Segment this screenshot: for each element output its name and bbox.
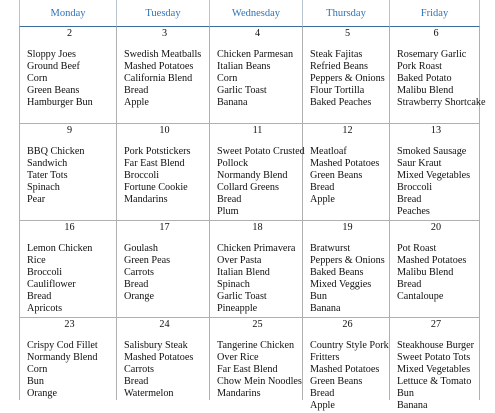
menu-item: Lemon Chicken [27, 243, 93, 254]
menu-item: Rice [27, 255, 46, 267]
menu-list [27, 243, 112, 316]
menu-item: Peppers & Onions [310, 73, 385, 85]
header-tuesday: Tuesday [117, 0, 210, 27]
date-number: 5 [344, 28, 351, 39]
menu-item: Bread [124, 376, 149, 388]
date-number: 26 [342, 319, 353, 330]
menu-item: Saur Kraut [397, 158, 442, 170]
menu-item: Sloppy Joes [27, 49, 76, 60]
menu-list [310, 49, 385, 109]
menu-item: Malibu Blend [397, 267, 454, 279]
menu-list [124, 243, 205, 303]
menu-item: Pot Roast [397, 243, 437, 254]
menu-item: Pineapple [217, 303, 258, 315]
menu-list [217, 49, 298, 109]
date-number: 4 [254, 28, 261, 39]
menu-item: Fortune Cookie [124, 182, 188, 194]
menu-item: Mandarins [217, 388, 261, 400]
date-number: 3 [161, 28, 168, 39]
menu-item: Apple [124, 97, 149, 109]
menu-item: Mixed Veggies [310, 279, 372, 291]
day-cell [117, 27, 210, 124]
menu-item: Baked Beans [310, 267, 364, 279]
menu-item: Bread [310, 182, 335, 194]
menu-item: Sweet Potato Tots [397, 352, 471, 364]
day-cell [303, 27, 390, 124]
menu-item: Tangerine Chicken [217, 340, 295, 351]
menu-item: Apple [310, 194, 335, 206]
menu-list [124, 146, 205, 206]
menu-list [27, 146, 112, 206]
day-cell [19, 27, 117, 124]
header-thursday: Thursday [303, 0, 390, 27]
menu-item: Broccoli [124, 170, 160, 182]
menu-item: Baked Peaches [310, 97, 372, 109]
menu-item: Bread [397, 194, 422, 206]
date-number: 13 [430, 125, 442, 136]
date-number: 20 [430, 222, 442, 233]
page-margin-left [0, 0, 19, 400]
day-cell [390, 318, 480, 412]
menu-item: Broccoli [397, 182, 433, 194]
menu-item: Flour Tortilla [310, 85, 365, 97]
menu-item: Strawberry Shortcake [397, 97, 486, 109]
menu-list [397, 49, 486, 109]
menu-item: Green Peas [124, 255, 171, 267]
menu-item: California Blend [124, 73, 193, 85]
menu-item: Collard Greens [217, 182, 279, 194]
day-cell [117, 124, 210, 221]
menu-item: Tater Tots [27, 170, 68, 182]
menu-item: Malibu Blend [397, 85, 454, 97]
day-cell [303, 221, 390, 318]
menu-item: Corn [27, 364, 48, 376]
day-cell [210, 27, 303, 124]
day-cell [117, 221, 210, 318]
date-number: 6 [433, 28, 439, 39]
menu-item: Garlic Toast [217, 291, 267, 303]
menu-list [397, 340, 475, 413]
menu-item: Corn [217, 73, 238, 85]
menu-item: Smoked Sausage [397, 146, 467, 157]
menu-item: Mixed Vegetables [397, 170, 471, 182]
menu-item: Garlic Toast [217, 85, 267, 97]
menu-item: Cauliflower [27, 279, 76, 291]
day-cell [19, 318, 117, 400]
date-number: 9 [66, 125, 73, 136]
day-cell [210, 221, 303, 318]
menu-item: Bread [310, 388, 335, 400]
menu-item: Watermelon [124, 388, 174, 400]
day-cell [210, 124, 303, 221]
menu-item: Mashed Potatoes [310, 364, 380, 376]
menu-list [397, 243, 475, 303]
date-number: 24 [159, 319, 170, 330]
menu-item: Apricots [27, 303, 63, 315]
menu-item: Fritters [310, 352, 340, 364]
menu-list [397, 146, 475, 219]
menu-item: Spinach [27, 182, 60, 194]
menu-item: Spinach [217, 279, 250, 291]
date-number: 17 [159, 222, 170, 233]
day-cell [210, 318, 303, 400]
day-cell [19, 124, 117, 221]
menu-item: Banana [397, 400, 428, 412]
date-number: 12 [342, 125, 353, 136]
menu-item: Orange [27, 388, 57, 400]
menu-item: Chicken Parmesan [217, 49, 294, 60]
date-number: 10 [159, 125, 170, 136]
menu-item: Swedish Meatballs [124, 49, 202, 60]
menu-list [310, 243, 385, 316]
menu-item: Cantaloupe [397, 291, 444, 303]
menu-item: Banana [310, 303, 341, 315]
menu-item: Crispy Cod Fillet [27, 340, 98, 351]
date-number: 11 [252, 125, 263, 136]
menu-item: Chicken Primavera [217, 243, 296, 254]
date-number: 2 [66, 28, 73, 39]
menu-item: BBQ Chicken [27, 146, 85, 157]
menu-list [217, 243, 298, 316]
menu-item: Chow Mein Noodles [217, 376, 302, 388]
menu-item: Normandy Blend [217, 170, 288, 182]
day-cell [303, 318, 390, 412]
menu-item: Sandwich [27, 158, 68, 170]
day-cell [19, 221, 117, 318]
menu-item: Italian Beans [217, 61, 271, 73]
day-cell [390, 124, 480, 221]
menu-item: Country Style Pork [310, 340, 389, 351]
day-cell [390, 27, 486, 124]
menu-item: Peppers & Onions [310, 255, 385, 267]
menu-item: Bread [217, 194, 242, 206]
menu-item: Corn [27, 73, 48, 85]
menu-item: Bun [397, 388, 414, 400]
menu-list [217, 146, 305, 219]
menu-list [310, 146, 385, 206]
menu-item: Carrots [124, 364, 154, 376]
menu-item: Bratwurst [310, 243, 351, 254]
menu-item: Pollock [217, 158, 249, 170]
date-number: 27 [430, 319, 442, 330]
menu-item: Mashed Potatoes [397, 255, 467, 267]
menu-item: Sweet Potato Crusted [217, 146, 305, 157]
day-cell [117, 318, 210, 400]
menu-list [27, 49, 112, 109]
menu-item: Normandy Blend [27, 352, 98, 364]
header-monday: Monday [19, 0, 117, 27]
menu-item: Plum [217, 206, 239, 218]
menu-item: Banana [217, 97, 248, 109]
menu-list [310, 340, 389, 413]
menu-item: Green Beans [310, 376, 363, 388]
menu-item: Mixed Vegetables [397, 364, 471, 376]
menu-item: Meatloaf [310, 146, 347, 157]
header-wednesday: Wednesday [210, 0, 303, 27]
date-number: 19 [342, 222, 353, 233]
menu-item: Green Beans [27, 85, 80, 97]
menu-list [124, 340, 205, 400]
menu-item: Carrots [124, 267, 154, 279]
menu-item: Mashed Potatoes [310, 158, 380, 170]
menu-item: Bun [27, 376, 44, 388]
menu-item: Mashed Potatoes [124, 61, 194, 73]
menu-item: Mandarins [124, 194, 168, 206]
menu-item: Bread [27, 291, 52, 303]
day-cell [390, 221, 480, 318]
date-number: 25 [252, 319, 263, 330]
menu-item: Pork Roast [397, 61, 442, 73]
menu-item: Bread [124, 85, 149, 97]
menu-item: Peaches [397, 206, 430, 218]
page-margin-right [480, 0, 495, 400]
menu-item: Ground Beef [27, 61, 80, 73]
date-number: 16 [64, 222, 75, 233]
menu-item: Pork Potstickers [124, 146, 191, 157]
menu-item: Far East Blend [124, 158, 185, 170]
menu-item: Italian Blend [217, 267, 270, 279]
menu-item: Steak Fajitas [310, 49, 363, 60]
day-cell [303, 124, 390, 221]
menu-item: Hamburger Bun [27, 97, 93, 109]
menu-item: Bread [397, 279, 422, 291]
menu-item: Goulash [124, 243, 158, 254]
date-number: 23 [64, 319, 75, 330]
menu-item: Over Rice [217, 352, 259, 364]
menu-item: Rosemary Garlic [397, 49, 467, 60]
menu-item: Orange [124, 291, 154, 303]
menu-item: Mashed Potatoes [124, 352, 194, 364]
header-friday: Friday [390, 0, 480, 27]
menu-item: Bread [124, 279, 149, 291]
menu-list [27, 340, 112, 400]
menu-list [217, 340, 302, 400]
menu-item: Lettuce & Tomato [397, 376, 472, 388]
menu-item: Salisbury Steak [124, 340, 188, 351]
menu-item: Over Pasta [217, 255, 262, 267]
menu-item: Steakhouse Burger [397, 340, 475, 351]
menu-item: Broccoli [27, 267, 63, 279]
menu-list [124, 49, 205, 109]
menu-item: Apple [310, 400, 335, 412]
menu-item: Baked Potato [397, 73, 452, 85]
date-number: 18 [252, 222, 263, 233]
menu-item: Green Beans [310, 170, 363, 182]
menu-item: Refried Beans [310, 61, 368, 73]
menu-item: Bun [310, 291, 327, 303]
menu-item: Far East Blend [217, 364, 278, 376]
menu-item: Pear [27, 194, 46, 206]
